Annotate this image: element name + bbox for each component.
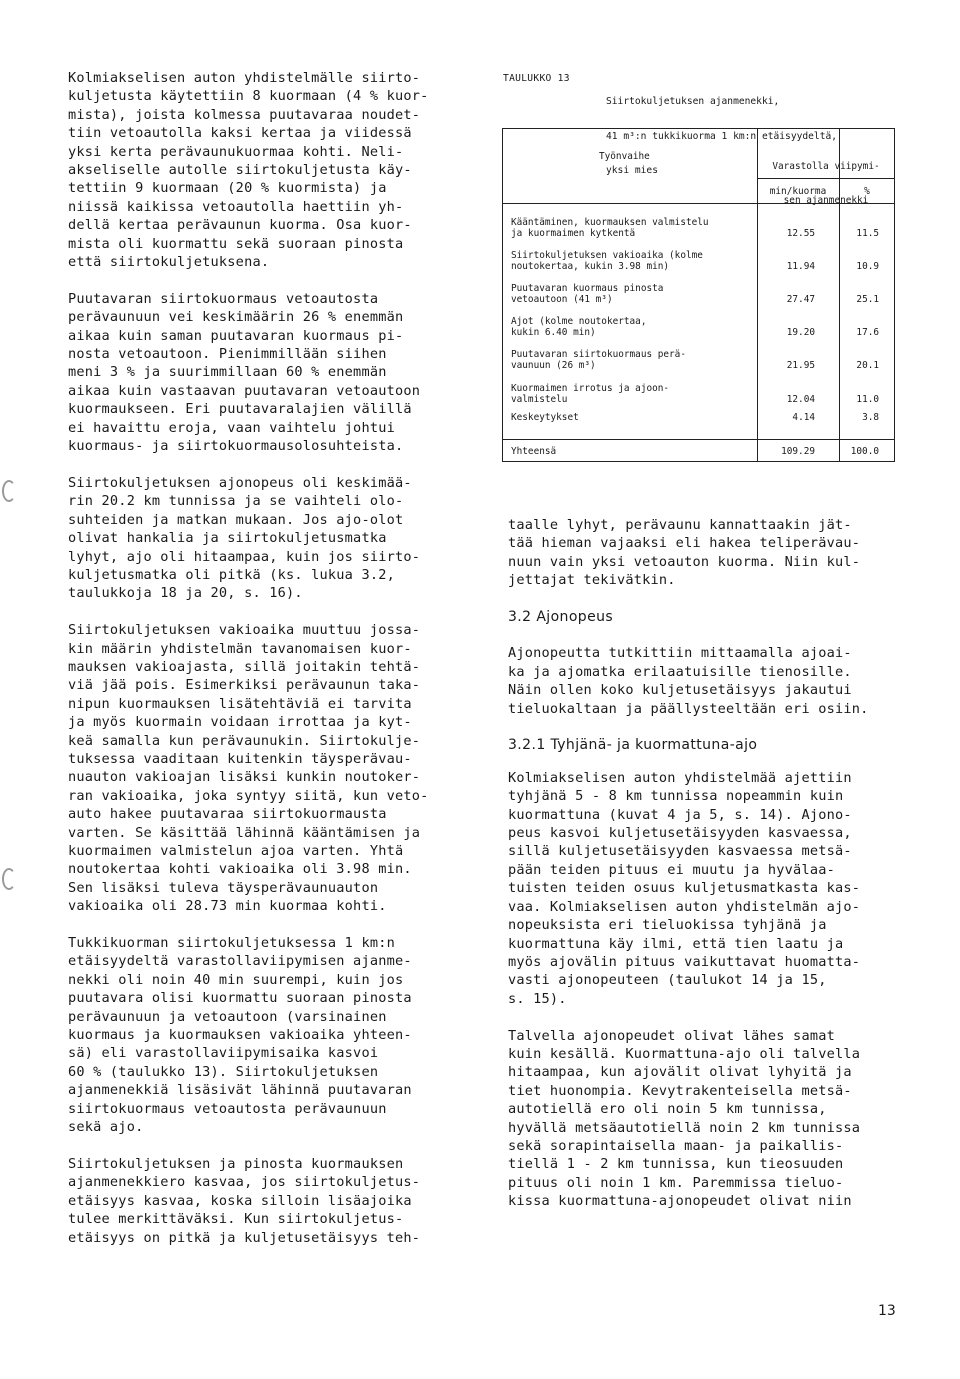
text-line: kuormattuna käy ilmi, että tien laatu ja: [508, 935, 844, 952]
text-line: kuormattuna (kuvat 4 ja 5, s. 14). Ajono-: [508, 806, 852, 823]
text-line: mista), joista kolmessa puutavaraa noudet-: [68, 106, 421, 123]
text-line: Näin ollen koko kuljetusetäisyys jakautui: [508, 682, 852, 699]
text-line: sekä ajo.: [68, 1119, 144, 1136]
table-row-min: 12.04: [786, 394, 815, 406]
text-line: perävaunuun vei keskimäärin 26 % enemmän: [68, 309, 404, 326]
text-line: lyhyt, ajo oli hitaampaa, kuin jos siirto-: [68, 548, 421, 565]
paragraph-3-2-1-a: [508, 769, 908, 1008]
text-line: aikaa kuin vastaavan puutavaran vetoautoon: [68, 382, 421, 399]
table-row-pct: 11.5: [856, 228, 879, 240]
total-min: 109.29: [781, 446, 815, 457]
paragraph-3-2-1-b: [508, 1027, 908, 1211]
text-line: etäisyydeltä varastollaviipymisen ajanme-: [68, 953, 412, 970]
header-group: Varastolla viipymi- sen ajanmenekki: [772, 160, 880, 207]
time-consumption-table: [502, 128, 895, 462]
text-line: suhteiden ja matkan mukaan. Jos ajo-olot: [68, 511, 404, 528]
text-line: tiin vetoautolla kaksi kertaa ja viidessä: [68, 125, 412, 142]
table-row-min: 12.55: [786, 228, 815, 240]
table-row-pct: 11.0: [856, 394, 879, 406]
text-line: aikaa kuin saman puutavaran kuormaus pi-: [68, 327, 404, 344]
text-line: kissa kuormattuna-ajonopeudet olivat niin: [508, 1193, 852, 1210]
text-line: Tukkikuorman siirtokuljetuksessa 1 km:n: [68, 935, 395, 952]
table-title: Siirtokuljetuksen ajanmenekki, 41 m³:n tukkikuorma 1 km:n etäisyydeltä, yksi mies: [606, 96, 838, 176]
text-line: tuisten teiden osuus kuljetusmatkasta kas-: [508, 880, 861, 897]
text-line: Ajonopeutta tutkittiin mittaamalla ajoai-: [508, 645, 852, 662]
text-line: ei havaittu eroja, vaan vaihtelu johtui: [68, 419, 395, 436]
text-line: kuljetusta käytettiin 8 kuormaan (4 % kuor-: [68, 88, 429, 105]
text-line: sillä kuljetusetäisyyden kasvaessa metsä-: [508, 843, 852, 860]
section-heading-3-2: 3.2 Ajonopeus: [508, 609, 614, 626]
table-row-label: Keskeytykset: [511, 412, 579, 423]
text-line: mista oli kuormattu sekä suoraan pinosta: [68, 235, 404, 252]
text-line: kuormaukseen. Eri puutavaralajien välillä: [68, 401, 412, 418]
text-line: tettiin 9 kuormaan (20 % kuormista) ja: [68, 180, 387, 197]
paragraph: [68, 621, 468, 916]
text-line: meni 3 % ja suurimmillaan 60 % enemmän: [68, 364, 387, 381]
table-row-pct: 17.6: [856, 327, 879, 339]
section-heading-3-2-1: 3.2.1 Tyhjänä- ja kuormattuna-ajo: [508, 737, 758, 754]
text-line: Siirtokuljetuksen ja pinosta kuormauksen: [68, 1155, 404, 1172]
text-line: kuin kesällä. Kuormattuna-ajo oli talvella: [508, 1045, 861, 1062]
table-row-pct: 3.8: [862, 412, 879, 423]
text-line: ran vakioaika, joka syntyy siitä, kun veto-: [68, 787, 429, 804]
text-line: akseliselle autolle siirtokuljetusta käy-: [68, 162, 412, 179]
text-line: autotiellä ero oli noin 5 km tunnissa,: [508, 1101, 827, 1118]
punch-hole-lower: [2, 868, 16, 890]
text-line: hitaampaa, kun ajovälit olivat lyhyitä ja: [508, 1064, 852, 1081]
text-line: viä jää pois. Esimerkiksi perävaunun taka-: [68, 677, 421, 694]
text-line: nipun kuormauksen lisätehtäviä ei tarvita: [68, 695, 412, 712]
text-line: taalle lyhyt, perävaunu kannattaakin jät-: [508, 517, 852, 533]
text-line: vaa. Kolmiakselisen auton yhdistelmän ajo-: [508, 898, 861, 915]
text-line: nuauton vakioajan lisäksi kunkin noutoker-: [68, 769, 421, 786]
right-text-column: [508, 516, 908, 1211]
text-line: kuormaimen valmistelun ajoa varten. Yhtä: [68, 843, 404, 860]
text-line: Kolmiakselisen auton yhdistelmälle siirto-: [68, 70, 421, 86]
text-line: kuljetusmatka oli pitkä (ks. lukua 3.2,: [68, 566, 395, 583]
text-line: pään teiden pituus ei muutu ja hyvälaa-: [508, 861, 835, 878]
paragraph: [68, 474, 468, 603]
text-line: hyvällä metsäautotiellä noin 2 km tunnissa: [508, 1119, 861, 1136]
header-unit-min: min/kuorma: [769, 186, 827, 197]
paragraph-3-2: [508, 644, 908, 718]
text-line: yksi kerta perävaunukuormaa kohti. Neli-: [68, 143, 404, 160]
table-row-min: 11.94: [786, 261, 815, 273]
table-row-min: 27.47: [786, 294, 815, 306]
text-line: tiet huonompia. Kevytrakenteisella metsä-: [508, 1082, 852, 1099]
text-line: ka ja ajomatka erilaatuisille tienosille.: [508, 663, 852, 680]
text-line: jettajat tekivätkin.: [508, 572, 676, 589]
table-divider: [503, 439, 894, 440]
text-line: sekä sorapintaisella maan- ja paikallis-: [508, 1137, 844, 1154]
text-line: mauksen vakioajasta, sillä joitakin tehtä-: [68, 658, 421, 675]
text-line: kin määrin yhdistelmän tavanomaisen kuor-: [68, 640, 412, 657]
header-phase: Työnvaihe: [599, 151, 650, 162]
text-line: kuormaus- ja siirtokuormausolosuhteista.: [68, 438, 404, 455]
text-line: tää hieman vajaaksi eli hakea teliperävau-: [508, 535, 861, 552]
paragraph: [68, 290, 468, 456]
table-row-min: 4.14: [792, 412, 815, 423]
text-line: olivat hankalia ja siirtokuljetusmatka: [68, 530, 387, 547]
text-line: siirtokuormaus vetoautosta perävaunuun: [68, 1100, 387, 1117]
total-label: Yhteensä: [511, 446, 557, 457]
text-line: 60 % (taulukko 13). Siirtokuljetuksen: [68, 1063, 379, 1080]
left-text-column: [68, 69, 468, 1265]
table-row-label: Ajot (kolme noutokertaa, kukin 6.40 min): [511, 316, 647, 339]
text-line: nekki oli noin 40 min suurempi, kuin jos: [68, 971, 404, 988]
text-line: pituus oli noin 1 km. Paremmissa tieluo-: [508, 1174, 844, 1191]
text-line: peus kasvoi kuljetusetäisyyden kasvaessa,: [508, 825, 852, 842]
text-line: Puutavaran siirtokuormaus vetoautosta: [68, 290, 379, 307]
text-line: auto hakee puutavaraa siirtokuormausta: [68, 806, 387, 823]
text-line: rin 20.2 km tunnissa ja se vaihteli olo-: [68, 493, 404, 510]
text-line: vakioaika oli 28.73 min kuormaa kohti.: [68, 898, 387, 915]
text-line: myös ajovälin pituus vaikuttavat huomatta-: [508, 953, 861, 970]
text-line: nuun vain yksi vetoauton kuorma. Niin kul-: [508, 553, 861, 570]
text-line: Sen lisäksi tuleva täysperävaunuauton: [68, 879, 379, 896]
text-line: etäisyys on pitkä ja kuljetusetäisyys teh-: [68, 1229, 421, 1246]
header-unit-pct: %: [864, 186, 870, 197]
text-line: tieluokaltaan ja päällysteeltään eri osiin.: [508, 700, 869, 717]
text-line: nopeuksista eri tieluokissa tyhjänä ja: [508, 917, 827, 934]
text-line: että siirtokuljetuksena.: [68, 254, 270, 271]
paragraph: [68, 69, 468, 271]
text-line: noutokertaa kohti vakioaika oli 3.98 min.: [68, 861, 412, 878]
text-line: Siirtokuljetuksen vakioaika muuttuu jossa-: [68, 622, 421, 639]
text-line: ajanmenekkiä lisäsivät lähinnä puutavaran: [68, 1082, 412, 1099]
paragraph: [68, 934, 468, 1136]
table-row-label: Kuormaimen irrotus ja ajoon- valmistelu: [511, 383, 670, 406]
text-line: vasti ajonopeuteen (taulukot 14 ja 15,: [508, 972, 827, 989]
text-line: s. 15).: [508, 990, 567, 1007]
table-label: TAULUKKO 13: [503, 73, 570, 84]
text-line: nosta vetoautoon. Pienimmillään siihen: [68, 346, 387, 363]
text-line: niissä kaikissa vetoautolla haettiin yh-: [68, 198, 404, 215]
punch-hole-upper: [2, 480, 16, 502]
text-line: kuormaus ja kuormauksen vakioaika yhteen-: [68, 1027, 412, 1044]
text-line: Talvella ajonopeudet olivat lähes samat: [508, 1027, 835, 1044]
table-row-label: Kääntäminen, kuormauksen valmistelu ja kuormaimen kytkentä: [511, 217, 709, 240]
text-line: etäisyys kasvaa, koska silloin lisäajoika: [68, 1192, 412, 1209]
text-line: tyhjänä 5 - 8 km tunnissa nopeammin kuin: [508, 788, 844, 805]
text-line: ja myös kuormain voidaan irrottaa ja kyt-: [68, 714, 412, 731]
page-number: 13: [878, 1303, 896, 1319]
text-line: Siirtokuljetuksen ajonopeus oli keskimää-: [68, 474, 412, 491]
text-line: tulee merkittäväksi. Kun siirtokuljetus-: [68, 1211, 404, 1228]
text-line: tuksessa vaaditaan kuitenkin täysperävau-: [68, 750, 412, 767]
text-line: taulukkoja 18 ja 20, s. 16).: [68, 585, 303, 602]
intro-paragraph: [508, 516, 908, 590]
text-line: perävaunuun ja vetoautoon (varsinainen: [68, 1008, 387, 1025]
table-row-min: 19.20: [786, 327, 815, 339]
table-row-pct: 25.1: [856, 294, 879, 306]
table-row-min: 21.95: [786, 360, 815, 372]
table-row-label: Puutavaran siirtokuormaus perä- vaunuun (26 m³): [511, 349, 686, 372]
text-line: dellä kertaa perävaunun kuorma. Osa kuor-: [68, 217, 412, 234]
table-row-label: Siirtokuljetuksen vakioaika (kolme noutokertaa, kukin 3.98 min): [511, 250, 703, 273]
table-row-label: Puutavaran kuormaus pinosta vetoautoon (41 m³): [511, 283, 664, 306]
text-line: sä) eli varastollaviipymisaika kasvoi: [68, 1045, 379, 1062]
paragraph: [68, 1155, 468, 1247]
text-line: puutavara olisi kuormattu suoraan pinosta: [68, 990, 412, 1007]
text-line: keä samalla kun perävaunukin. Siirtokulje-: [68, 732, 421, 749]
text-line: varten. Se käsittää lähinnä kääntämisen ja: [68, 824, 421, 841]
text-line: Kolmiakselisen auton yhdistelmää ajettiin: [508, 769, 852, 786]
text-line: tiellä 1 - 2 km tunnissa, kun tieosuuden: [508, 1156, 844, 1173]
table-row-pct: 10.9: [856, 261, 879, 273]
table-row-pct: 20.1: [856, 360, 879, 372]
text-line: ajanmenekkiero kasvaa, jos siirtokuljetus-: [68, 1174, 421, 1191]
total-pct: 100.0: [850, 446, 879, 457]
